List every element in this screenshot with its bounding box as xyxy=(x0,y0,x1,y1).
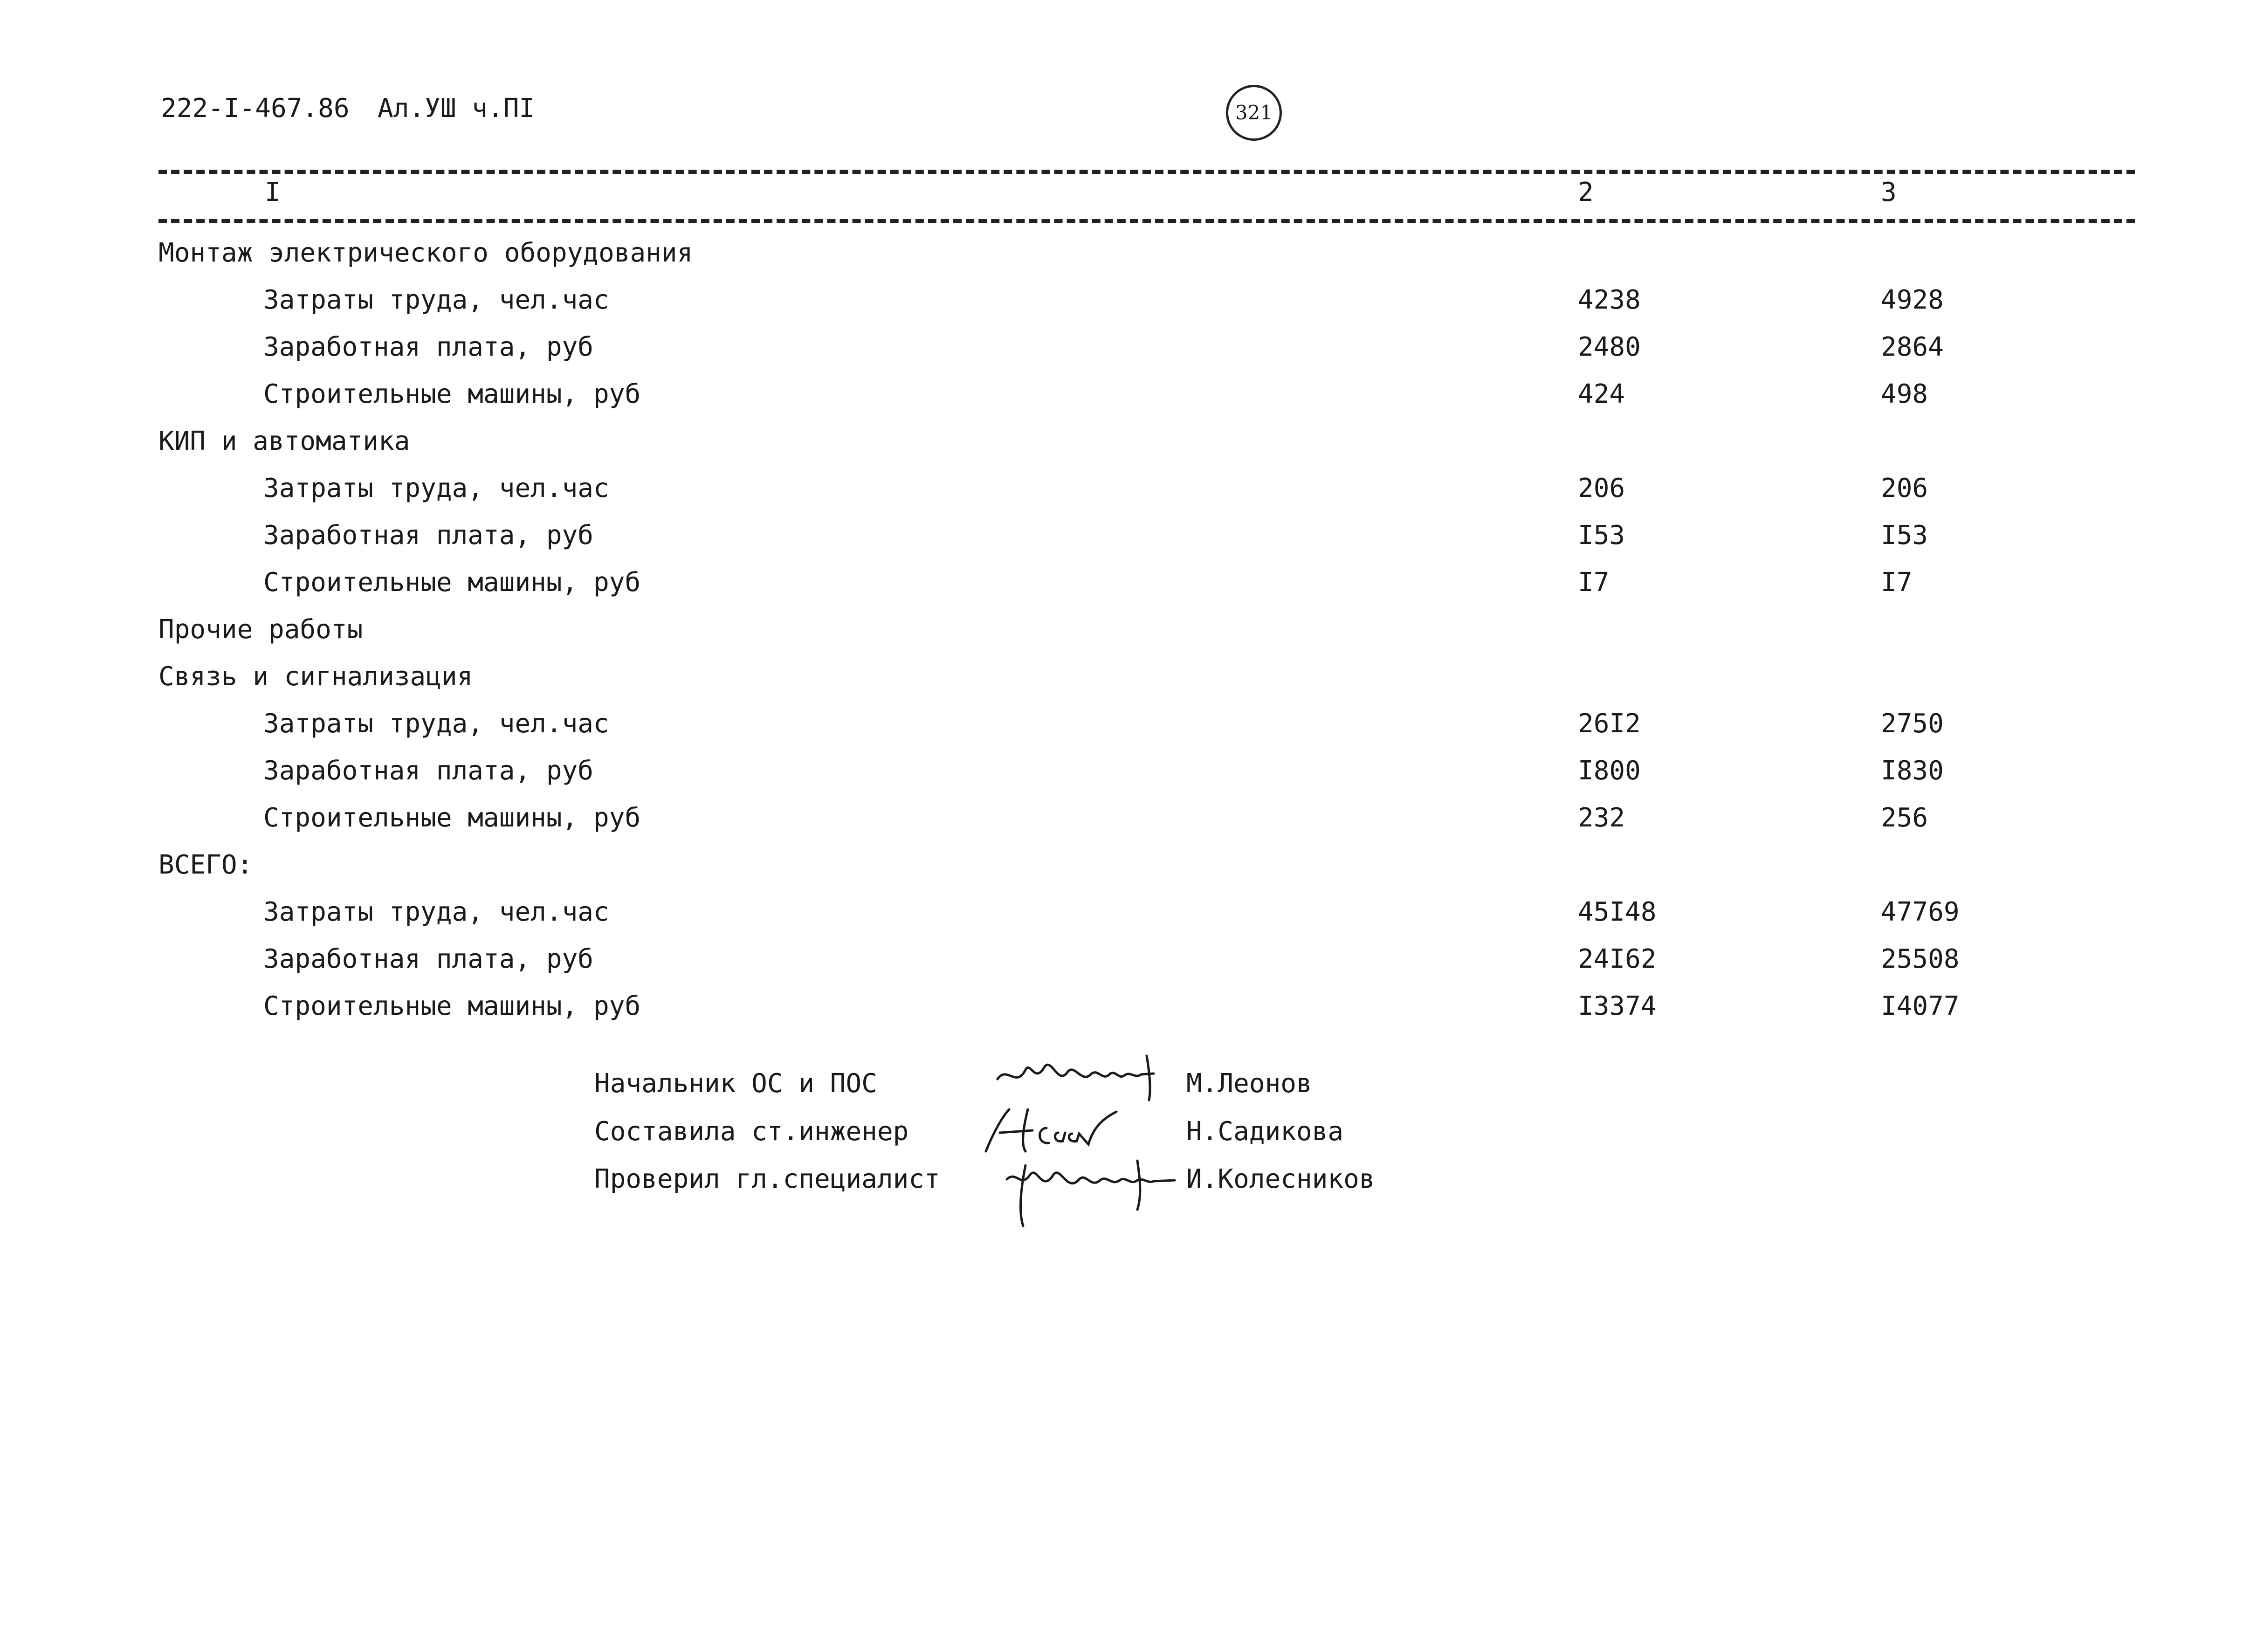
signatory-role: Начальник ОС и ПОС xyxy=(594,1068,877,1099)
signatory-name: Н.Садикова xyxy=(1186,1116,1344,1147)
row-label: Затраты труда, чел.час xyxy=(263,897,609,927)
section-label: Монтаж электрического оборудования xyxy=(158,238,693,268)
row-label: Заработная плата, руб xyxy=(263,332,594,362)
signature-kolesnikov xyxy=(998,1151,1203,1231)
signatory-role: Проверил гл.специалист xyxy=(594,1164,940,1194)
cell-column-3: 4928 xyxy=(1881,285,1944,315)
cell-column-2: 2480 xyxy=(1578,332,1641,362)
signatory-role: Составила ст.инженер xyxy=(594,1116,909,1147)
cell-column-2: I800 xyxy=(1578,756,1641,786)
document-code: 222-I-467.86 xyxy=(161,93,350,124)
column-header-1: I xyxy=(265,177,281,207)
album-reference: Ал.УШ ч.ПI xyxy=(378,93,535,124)
cell-column-3: 498 xyxy=(1881,379,1928,409)
cell-column-2: 206 xyxy=(1578,473,1625,503)
cell-column-3: 25508 xyxy=(1881,944,1960,974)
cell-column-3: 206 xyxy=(1881,473,1928,503)
signatory-name: И.Колесников xyxy=(1186,1164,1375,1194)
row-label: Строительные машины, руб xyxy=(263,567,641,598)
row-label: Затраты труда, чел.час xyxy=(263,285,609,315)
row-label: Затраты труда, чел.час xyxy=(263,709,609,739)
section-label: КИП и автоматика xyxy=(158,426,410,456)
row-label: Строительные машины, руб xyxy=(263,803,641,833)
cell-column-2: I53 xyxy=(1578,520,1625,551)
row-label: Затраты труда, чел.час xyxy=(263,473,609,503)
cell-column-3: 2750 xyxy=(1881,709,1944,739)
section-label: Связь и сигнализация xyxy=(158,661,473,692)
cell-column-2: I7 xyxy=(1578,567,1610,598)
cell-column-2: 45I48 xyxy=(1578,897,1657,927)
section-label: Прочие работы xyxy=(158,614,363,645)
cell-column-2: 24I62 xyxy=(1578,944,1657,974)
table-top-rule xyxy=(158,170,2135,174)
cell-column-2: 4238 xyxy=(1578,285,1641,315)
cell-column-3: 2864 xyxy=(1881,332,1944,362)
column-header-2: 2 xyxy=(1578,177,1594,207)
signatory-name: М.Леонов xyxy=(1186,1068,1312,1099)
row-label: Заработная плата, руб xyxy=(263,520,594,551)
cell-column-3: I7 xyxy=(1881,567,1913,598)
cell-column-2: 232 xyxy=(1578,803,1625,833)
signature-leonov xyxy=(993,1046,1189,1107)
page-number-stamp: 321 xyxy=(1226,85,1282,141)
cell-column-2: I3374 xyxy=(1578,991,1657,1021)
cell-column-3: I53 xyxy=(1881,520,1928,551)
row-label: Заработная плата, руб xyxy=(263,944,594,974)
cell-column-3: I830 xyxy=(1881,756,1944,786)
cell-column-3: I4077 xyxy=(1881,991,1960,1021)
cell-column-2: 26I2 xyxy=(1578,709,1641,739)
row-label: Строительные машины, руб xyxy=(263,991,641,1021)
cell-column-3: 47769 xyxy=(1881,897,1960,927)
cell-column-3: 256 xyxy=(1881,803,1928,833)
cell-column-2: 424 xyxy=(1578,379,1625,409)
row-label: Строительные машины, руб xyxy=(263,379,641,409)
section-label: ВСЕГО: xyxy=(158,850,253,880)
row-label: Заработная плата, руб xyxy=(263,756,594,786)
column-header-3: 3 xyxy=(1881,177,1897,207)
table-header-bottom-rule xyxy=(158,219,2135,223)
